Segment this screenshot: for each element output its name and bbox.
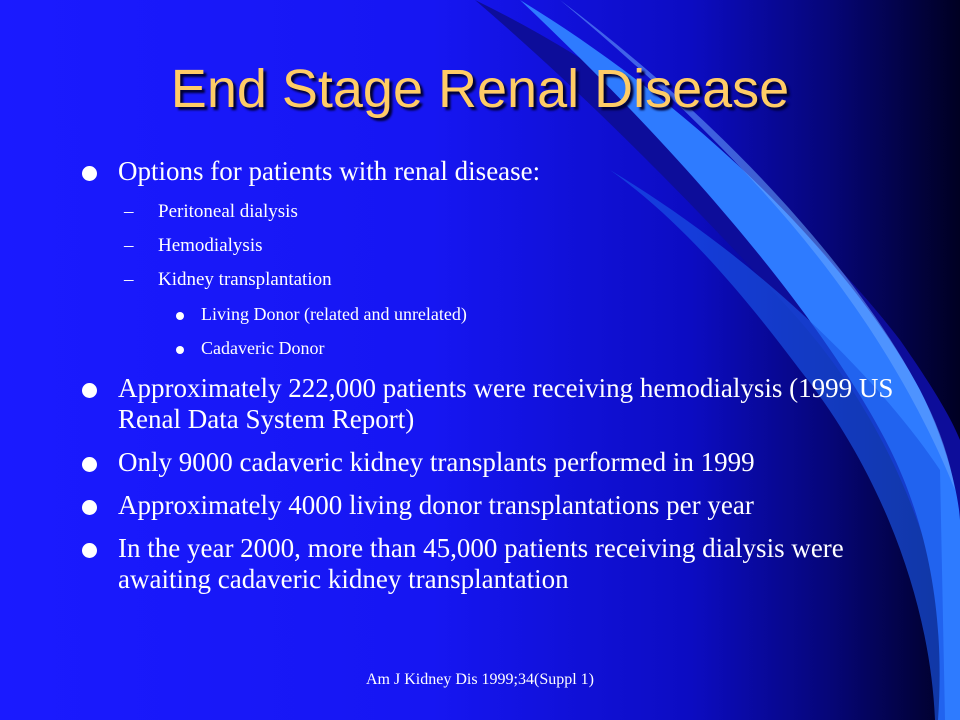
bullet-item xyxy=(80,533,900,595)
bullet-dot-icon xyxy=(82,383,97,398)
sub-sub-bullet-text: Cadaveric Donor xyxy=(201,338,325,358)
sub-sub-bullet-text: Living Donor (related and unrelated) xyxy=(201,304,467,324)
sub-bullet-text: Peritoneal dialysis xyxy=(158,201,298,222)
slide-title: End Stage Renal Disease xyxy=(170,59,790,119)
small-dot-icon xyxy=(176,312,184,320)
dash-icon: – xyxy=(124,269,134,290)
sub-bullet-item xyxy=(80,268,900,292)
bullet-text: Approximately 222,000 patients were receiving hemodialysis (1999 US Renal Data System Report) xyxy=(118,373,894,434)
sub-sub-bullet-item xyxy=(80,336,900,360)
sub-bullet-text: Kidney transplantation xyxy=(158,269,332,290)
sub-sub-bullet-item xyxy=(80,302,900,326)
bullet-item xyxy=(80,490,900,521)
bullet-text: In the year 2000, more than 45,000 patients receiving dialysis were awaiting cadaveric kidney transplantation xyxy=(118,533,844,594)
bullet-list xyxy=(80,156,900,595)
bullet-dot-icon xyxy=(82,543,97,558)
dash-icon: – xyxy=(124,235,134,256)
bullet-dot-icon xyxy=(82,500,97,515)
sub-bullet-text: Hemodialysis xyxy=(158,235,263,256)
bullet-item xyxy=(80,447,900,478)
small-dot-icon xyxy=(176,346,184,354)
bullet-dot-icon xyxy=(82,457,97,472)
bullet-item xyxy=(80,373,900,435)
bullet-text: Options for patients with renal disease: xyxy=(118,156,541,186)
sub-bullet-item xyxy=(80,234,900,258)
bullet-item xyxy=(80,156,900,187)
dash-icon: – xyxy=(124,201,134,222)
bullet-text: Only 9000 cadaveric kidney transplants performed in 1999 xyxy=(118,447,755,477)
bullet-dot-icon xyxy=(82,166,97,181)
citation-footer: Am J Kidney Dis 1999;34(Suppl 1) xyxy=(366,671,594,688)
bullet-text: Approximately 4000 living donor transplantations per year xyxy=(118,490,754,520)
sub-bullet-item xyxy=(80,200,900,224)
